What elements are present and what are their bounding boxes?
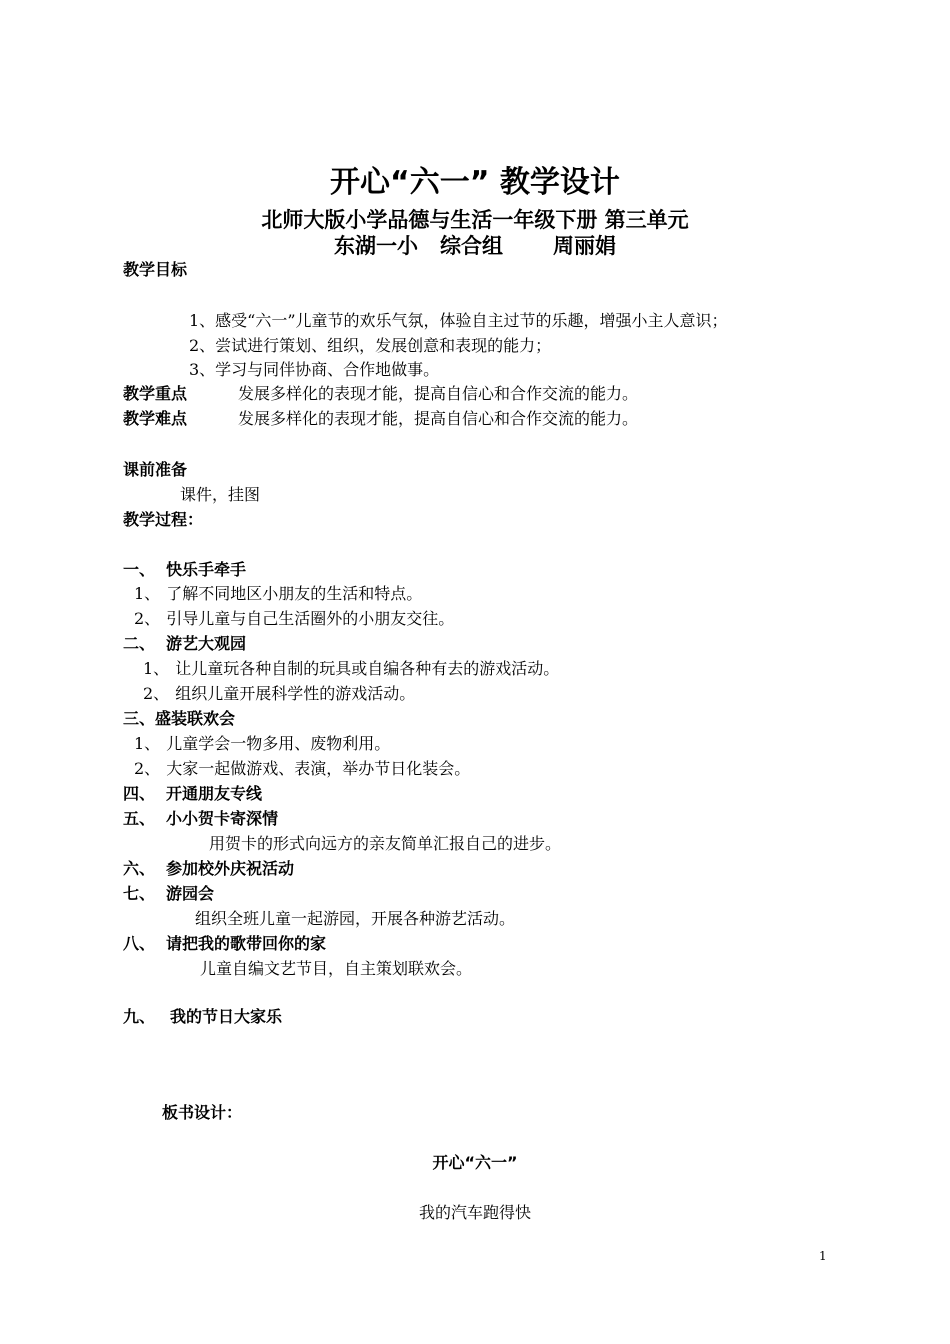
section-heading: [123, 811, 278, 827]
section-title: 游艺大观园: [166, 634, 247, 653]
section-heading: 三、盛装联欢会: [123, 709, 236, 728]
list-item-text: 儿童学会一物多用、废物利用。: [166, 734, 391, 753]
list-item-number: 1、: [143, 659, 170, 678]
list-item-text: 引导儿童与自己生活圈外的小朋友交往。: [166, 609, 455, 628]
list-item-number: 1、: [134, 584, 161, 603]
process-heading: 教学过程：: [123, 510, 204, 529]
section-title: 快乐手牵手: [166, 560, 247, 579]
section-number: 四、: [123, 784, 156, 803]
goals-heading: 教学目标: [123, 260, 188, 279]
board-heading: 板书设计：: [162, 1103, 243, 1122]
board-line: 我的汽车跑得快: [418, 1203, 531, 1222]
goal-item: 1、感受“六一”儿童节的欢乐气氛，体验自主过节的乐趣，增强小主人意识；: [189, 311, 728, 330]
section-heading: [123, 562, 246, 578]
key-point-text: 发展多样化的表现才能，提高自信心和合作交流的能力。: [238, 384, 639, 403]
section-text: 组织全班儿童一起游园，开展各种游艺活动。: [195, 909, 516, 928]
section-number: 七、: [123, 884, 156, 903]
page-number: 1: [819, 1249, 827, 1263]
document-subtitle: 北师大版小学品德与生活一年级下册 第三单元: [261, 208, 689, 232]
list-item-number: 2、: [134, 609, 161, 628]
section-number: 六、: [123, 859, 156, 878]
list-item: [134, 736, 390, 752]
difficulty-text: 发展多样化的表现才能，提高自信心和合作交流的能力。: [238, 409, 639, 428]
list-item: [143, 686, 415, 702]
author-school: 东湖一小: [334, 234, 418, 258]
list-item: [134, 761, 470, 777]
list-item: [134, 611, 454, 627]
section-title: 游园会: [166, 884, 215, 903]
section-heading: [123, 886, 214, 902]
goal-item: 2、尝试进行策划、组织，发展创意和表现的能力；: [189, 336, 552, 355]
section-title: 开通朋友专线: [166, 784, 263, 803]
author-name: 周丽娟: [553, 234, 616, 258]
section-heading: [123, 1009, 282, 1025]
list-item-text: 大家一起做游戏、表演，举办节日化装会。: [166, 759, 471, 778]
goal-item: 3、学习与同伴协商、合作地做事。: [189, 360, 440, 379]
prep-heading: 课前准备: [123, 460, 188, 479]
section-title: 小小贺卡寄深情: [166, 809, 279, 828]
section-title: 请把我的歌带回你的家: [166, 934, 327, 953]
list-item: [134, 586, 422, 602]
board-title: 开心“六一”: [432, 1153, 518, 1172]
section-heading: [123, 861, 294, 877]
section-number: 五、: [123, 809, 156, 828]
list-item-number: 2、: [143, 684, 170, 703]
author-group: 综合组: [440, 234, 503, 258]
key-point-label: 教学重点: [123, 384, 188, 403]
list-item-number: 2、: [134, 759, 161, 778]
section-heading: [123, 936, 326, 952]
list-item-text: 了解不同地区小朋友的生活和特点。: [166, 584, 423, 603]
section-heading: [123, 786, 262, 802]
difficulty-label: 教学难点: [123, 409, 188, 428]
section-text: 儿童自编文艺节目，自主策划联欢会。: [200, 959, 473, 978]
section-title: 参加校外庆祝活动: [166, 859, 295, 878]
list-item-number: 1、: [134, 734, 161, 753]
section-heading: [123, 636, 246, 652]
list-item-text: 组织儿童开展科学性的游戏活动。: [175, 684, 416, 703]
document-title: 开心“六一” 教学设计: [330, 165, 620, 200]
section-number: 二、: [123, 634, 156, 653]
author-line: [0, 236, 950, 257]
list-item-text: 让儿童玩各种自制的玩具或自编各种有去的游戏活动。: [175, 659, 560, 678]
section-number: 九、: [123, 1007, 156, 1026]
list-item: [143, 661, 559, 677]
section-number: 八、: [123, 934, 156, 953]
section-title: 我的节日大家乐: [170, 1007, 283, 1026]
section-text: 用贺卡的形式向远方的亲友简单汇报自己的进步。: [209, 834, 562, 853]
prep-text: 课件，挂图: [180, 485, 261, 504]
section-number: 一、: [123, 560, 156, 579]
